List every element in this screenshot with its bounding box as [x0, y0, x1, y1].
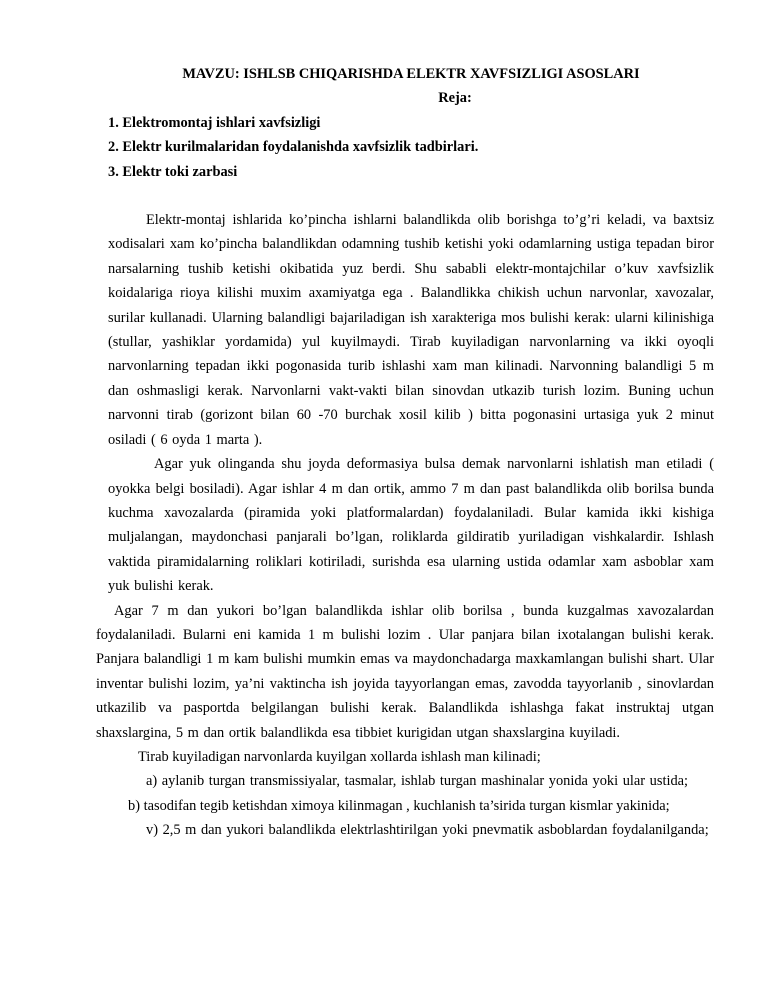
paragraph: Agar 7 m dan yukori bo’lgan balandlikda ishlar olib borilsa , bunda kuzgalmas xavozalardan foydalaniladi. Bularni eni kamida 1 m bulishi lozim . Ular panjara bilan ixotalangan bulishi kerak. Panjara balandligi 1 m kam bulishi mumkin emas va maydonchadarga maxkamlangan bulishi shart. Ular inventar bulishi lozim, ya’ni vaktincha ish joyida tayyorlangan emas, zavodda tayyorlanib , sinovlardan utkazilib va pasportda belgilangan bulishi kerak. Balandlikda ishlashga fakat instruktaj utgan shaxslargina, 5 m dan ortik balandlikda esa tibbiet kurigidan utgan shaxslargina kuyiladi. [96, 602, 714, 741]
plan-item: 2. Elektr kurilmalaridan foydalanishda xavfsizlik tadbirlari. [108, 139, 479, 156]
document-title: MAVZU: ISHLSB CHIQARISHDA ELEKTR XAVFSIZLIGI ASOSLARI [182, 66, 640, 82]
document-page [96, 62, 714, 843]
plan-item: 1. Elektromontaj ishlari xavfsizligi [108, 114, 321, 131]
list-item: b) tasodifan tegib ketishdan ximoya kilinmagan , kuchlanish ta’sirida turgan kismlar yakinida; [128, 797, 670, 814]
list-item: v) 2,5 m dan yukori balandlikda elektrlashtirilgan yoki pnevmatik asboblardan foydalanilganda; [146, 822, 709, 839]
blank-line [108, 184, 714, 208]
plan-heading: Reja: [438, 90, 472, 107]
paragraph: Elektr-montaj ishlarida ko’pincha ishlarni balandlikda olib borishga to’g’ri keladi, va baxtsiz xodisalari xam ko’pincha balandlikdan odamning tushib ketishi yoki odamlarning ustiga tepadan biror narsalarning tushib ketishi okibatida yuz berdi. Shu sababli elektr-montajchilar o’kuv xavfsizlik koidalariga rioya kilishi muxim axamiyatga ega . Balandlikka chikish uchun narvonlar, xavozalar, surilar kullanadi. Ularning balandligi bajariladigan ish xarakteriga mos bulishi kerak: ularni kilinishiga (stullar, yashiklar yordamida) yul kuyilmaydi. Tirab kuyiladigan narvonlarning va ikki oyoqli narvonlarning tepadan ikki pogonasida turib ishlashi xam man kilinadi. Narvonning balandligi 5 m dan oshmasligi kerak. Narvonlarni vakt-vakti bilan sinovdan utkazib turish lozim. Buning uchun narvonni tirab (gorizont bilan 60 -70 burchak xosil kilib ) bitta pogonasini urtasiga yuk 2 minut osiladi ( 6 oyda 1 marta ). [108, 212, 714, 448]
plan-item: 3. Elektr toki zarbasi [108, 163, 238, 180]
paragraph: Tirab kuyiladigan narvonlarda kuyilgan xollarda ishlash man kilinadi; [138, 748, 541, 765]
paragraph: Agar yuk olinganda shu joyda deformasiya bulsa demak narvonlarni ishlatish man etiladi ( oyokka belgi bosiladi). Agar ishlar 4 m dan ortik, ammo 7 m dan past balandlikda olib borilsa bunda kuchma xavozalarda (piramida yoki platformalardan) foydalaniladi. Bular kamida ikki kishiga muljalangan, maydonchasi panjarali bo’lgan, roliklarda gildiratib yuriladigan vishkalardir. Ishlash vaktida piramidalarning roliklari kotiriladi, surishda esa ularning ustida odamlar xam asboblar xam yuk bulishi kerak. [108, 456, 714, 595]
list-item: a) aylanib turgan transmissiyalar, tasmalar, ishlab turgan mashinalar yonida yoki ular ustida; [146, 773, 689, 790]
